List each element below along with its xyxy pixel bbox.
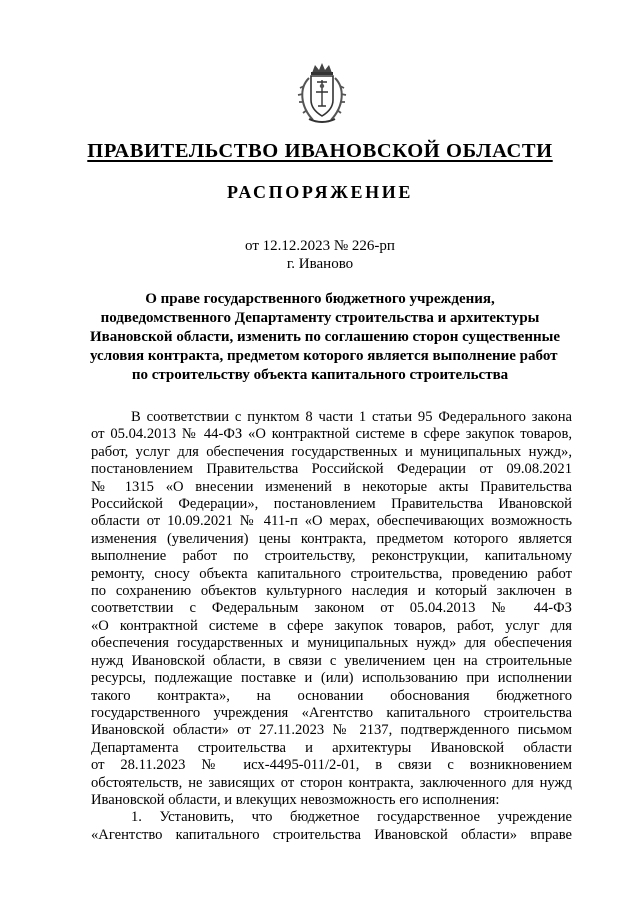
document-subject [90,290,560,385]
subject-line: Ивановской области, изменить по соглашению сторон существенные [90,329,560,345]
body-line: Российской Федерации», постановлением Правительства Ивановской [91,496,572,513]
body-line: обеспечения государственных и муниципальных нужд» для обеспечения [91,635,572,652]
body-line: по сохранению объектов культурного наследия и который заключен в [91,583,572,600]
body-line: соответствии с Федеральным законом от 05.04.2013 № 44-ФЗ [91,600,572,617]
government-title: ПРАВИТЕЛЬСТВО ИВАНОВСКОЙ ОБЛАСТИ [87,140,553,162]
body-line: области от 10.09.2021 № 411-п «О мерах, обеспечивающих возможность [91,513,572,530]
subject-line: условия контракта, предметом которого является выполнение работ [90,348,558,364]
subject-line: по строительству объекта капитального строительства [131,367,509,383]
document-type: РАСПОРЯЖЕНИЕ [227,182,413,202]
body-line: работ, услуг для обеспечения государственных и муниципальных нужд», [91,443,572,460]
subject-line: подведомственного Департаменту строительства и архитектуры [100,310,540,326]
body-line: Департамента строительства и архитектуры Ивановской области [91,739,572,756]
body-line: 1. Установить, что бюджетное государственное учреждение [131,809,572,826]
body-line: постановлением Правительства Российской Федерации от 09.08.2021 [91,461,572,478]
document-date-number: от 12.12.2023 № 226-рп [245,238,395,254]
body-line: изменения (увеличения) цены контракта, предметом которого является [91,530,572,547]
body-line: от 28.11.2023 № исх-4495-011/2-01, в связи с возникновением [91,757,572,774]
document-body [91,409,572,844]
body-line: такого контракта», на основании обоснования бюджетного [91,687,572,704]
body-line: Ивановской области, и влекущих невозможность его исполнения: [91,791,500,808]
body-line: «О контрактной системе в сфере закупок товаров, работ, услуг для [91,617,572,634]
body-line: ремонту, сносу объекта капитального строительства, проведению работ [91,565,572,582]
body-line: государственного учреждения «Агентство капитального строительства [91,704,572,721]
body-line: обстоятельств, не зависящих от сторон контракта, заключенного для нужд [91,774,572,791]
body-line: ресурсы, подлежащие поставке и (или) использованию при исполнении [91,670,572,687]
subject-line: О праве государственного бюджетного учреждения, [145,291,495,307]
body-line: нужд Ивановской области, в связи с увеличением цен на строительные [91,652,572,669]
coat-of-arms-icon [295,62,349,126]
body-line: В соответствии с пунктом 8 части 1 статьи 95 Федерального закона [131,409,572,425]
body-line: от 05.04.2013 № 44-ФЗ «О контрактной системе в сфере закупок товаров, [91,426,572,443]
body-line: «Агентство капитального строительства Ивановской области» вправе [91,826,572,843]
document-city: г. Иваново [286,256,354,272]
body-line: № 1315 «О внесении изменений в некоторые акты Правительства [91,478,572,495]
body-line: Ивановской области» от 27.11.2023 № 2137, подтвержденного письмом [91,722,572,739]
body-line: выполнение работ по строительству, реконструкции, капитальному [91,548,572,565]
